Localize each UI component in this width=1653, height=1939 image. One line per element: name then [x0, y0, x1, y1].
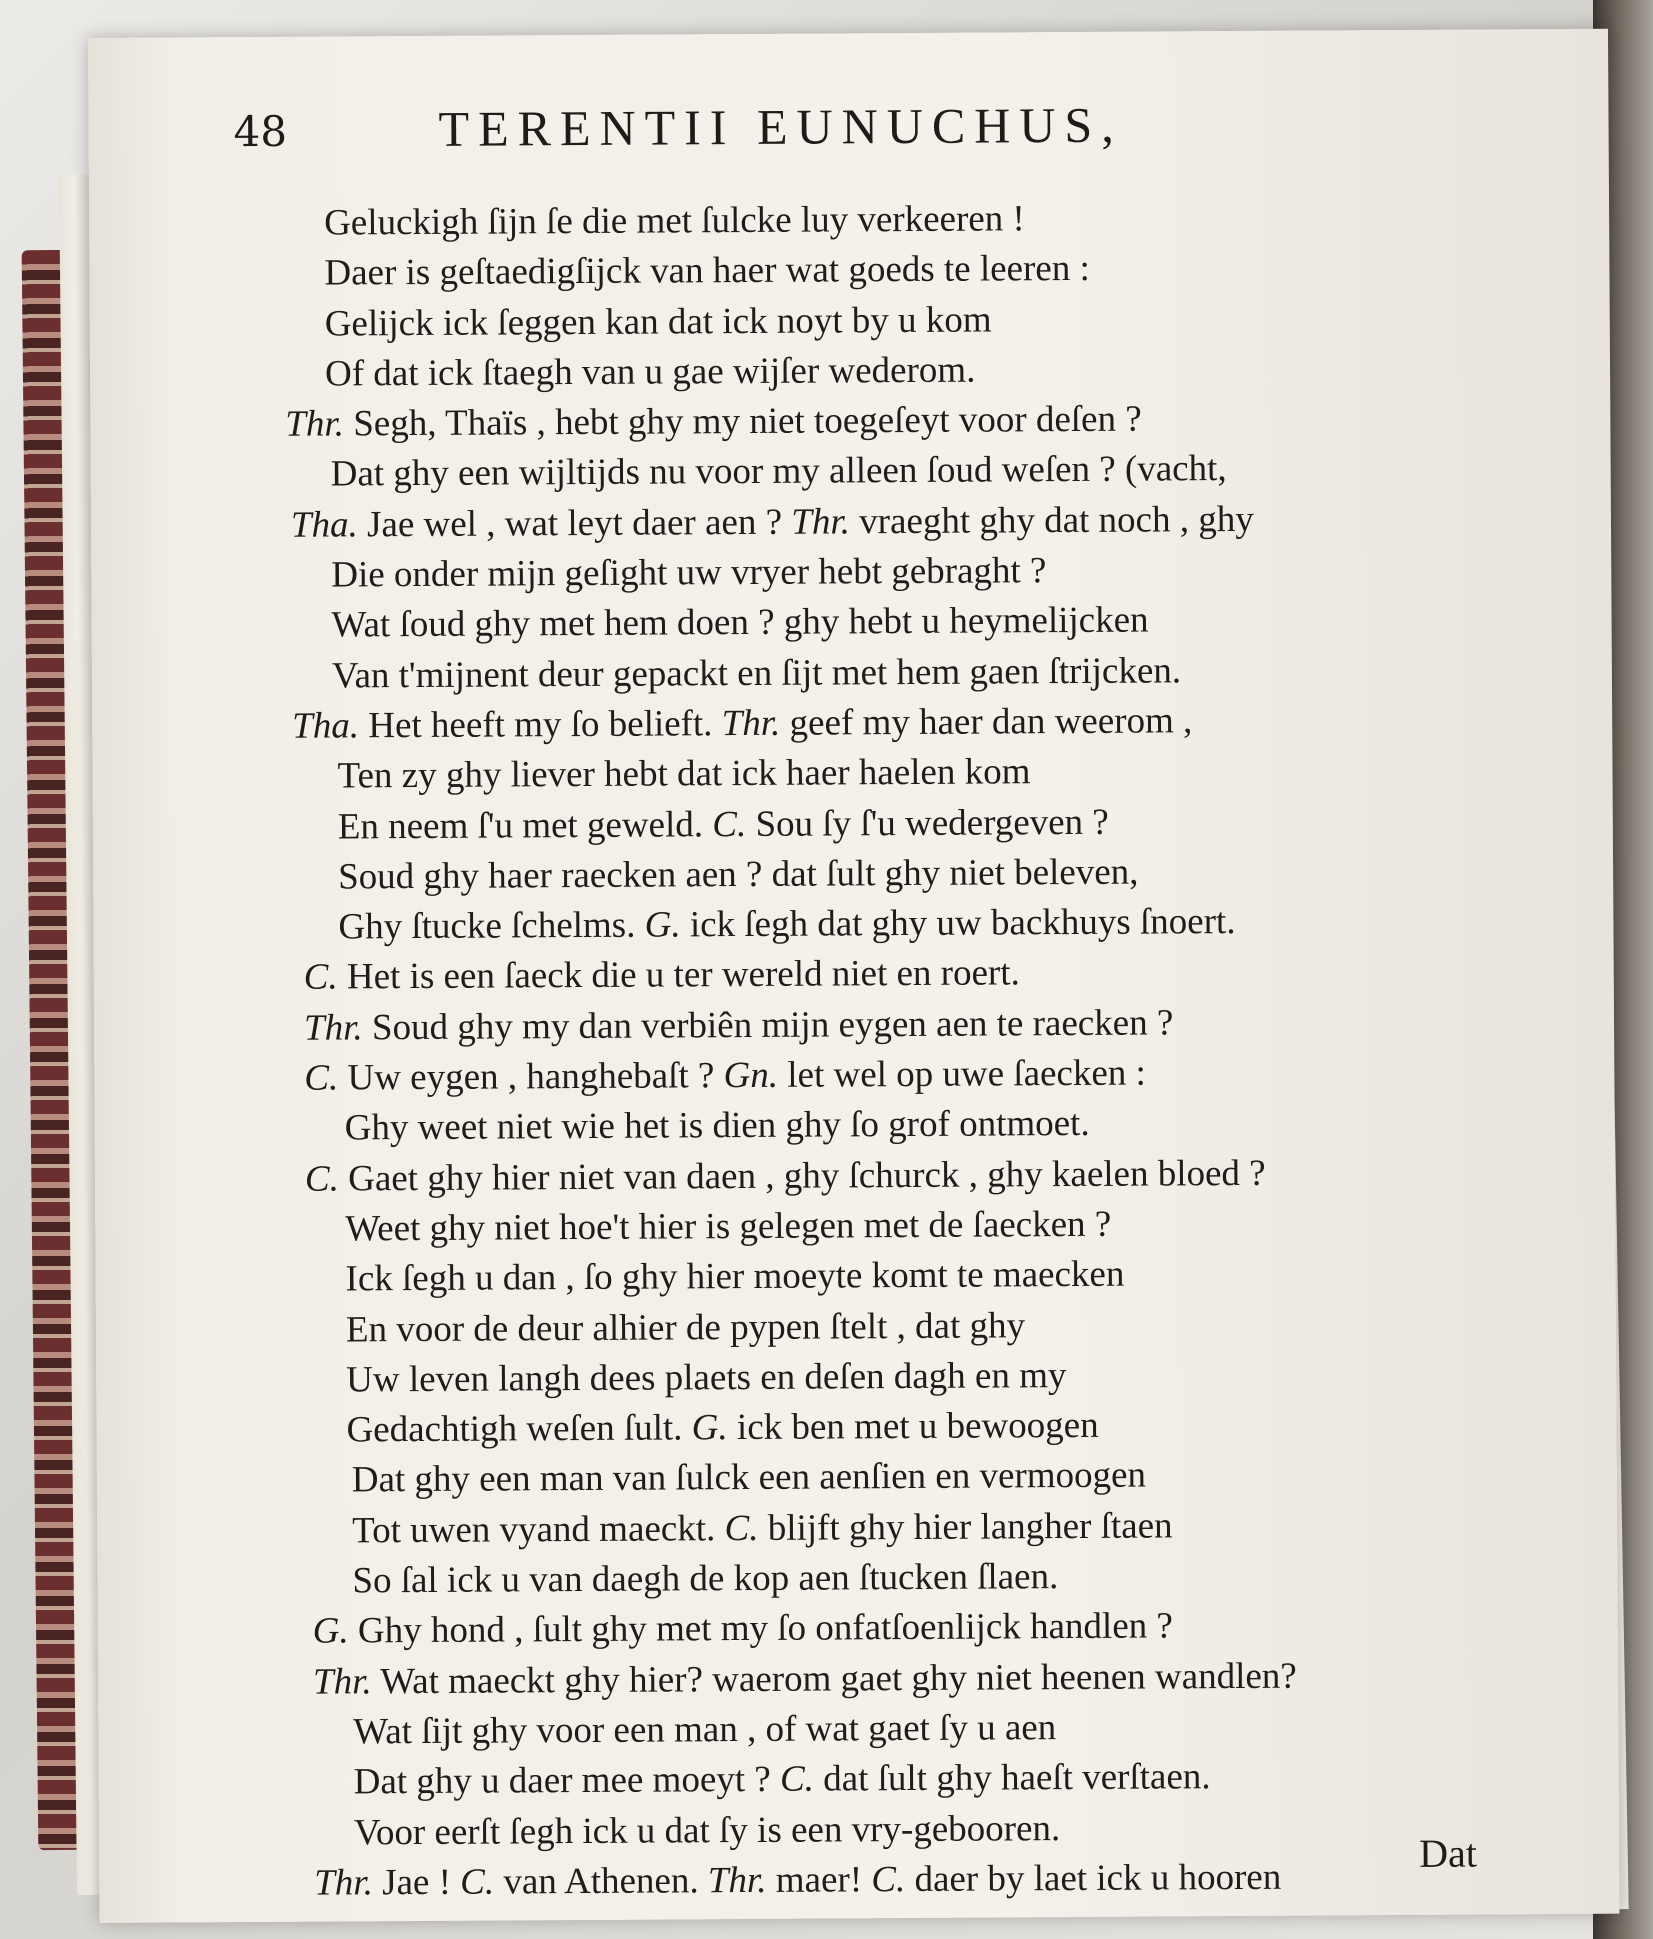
verse-text: Voor eerſt ſegh ick u dat ſy is een vry-gebooren.: [353, 1807, 1061, 1853]
verse-text: Die onder mijn geſight uw vryer hebt gebraght ?: [331, 550, 1047, 596]
verse-text: Soud ghy my dan verbiên mijn eygen aen te raecken ?: [362, 1002, 1174, 1049]
speaker-label: G.: [644, 904, 681, 946]
verse-line: [239, 946, 1539, 1004]
speaker-label: C.: [724, 1507, 759, 1549]
verse-line: [240, 1197, 1540, 1255]
verse-text: let wel op uwe ſaecken :: [777, 1052, 1146, 1096]
verse-text: Uw leven langh dees plaets en deſen dagh en my: [346, 1354, 1067, 1401]
verse-line: [237, 694, 1537, 752]
verse-line: [243, 1700, 1543, 1758]
verse-line: [234, 241, 1534, 299]
speaker-label: Tha.: [292, 705, 360, 747]
speaker-label: Thr.: [303, 1007, 363, 1049]
verse-line: [240, 1147, 1540, 1205]
speaker-label: Thr.: [791, 501, 851, 543]
verse-line: [241, 1398, 1541, 1456]
catchword: Dat: [1418, 1830, 1478, 1876]
verse-line: [240, 1096, 1540, 1154]
verse-text: Sou ſy ſ'u wedergeven ?: [746, 801, 1109, 845]
speaker-label: C.: [779, 1758, 815, 1801]
speaker-label: G.: [312, 1610, 349, 1652]
verse-line: [238, 795, 1538, 853]
verse-text: Ten zy ghy liever hebt dat ick haer haelen kom: [337, 751, 1031, 797]
verse-text: (vacht,: [1115, 448, 1227, 491]
verse-text: Wat ſijt ghy voor een man , of wat gaet ſy u aen: [353, 1707, 1057, 1753]
verse-text: Ghy hond , ſult ghy met my ſo onfatſoenlijck handlen ?: [348, 1605, 1173, 1652]
page-header: [233, 94, 1433, 171]
verse-text: Daer is geſtaedigſijck van haer wat goeds te leeren :: [324, 248, 1090, 294]
verse-text: Soud ghy haer raecken aen ? dat ſult ghy niet beleven,: [338, 851, 1139, 898]
verse-line: [238, 895, 1538, 953]
speaker-label: Thr.: [312, 1660, 372, 1703]
verse-text: Het heeft my ſo belieft.: [358, 703, 722, 747]
verse-line: [235, 392, 1535, 450]
speaker-label: Thr.: [314, 1862, 374, 1904]
verse-text: Wat ſoud ghy met hem doen ? ghy hebt u heymelijcken: [331, 599, 1149, 646]
verse-text: Tot uwen vyand maeckt.: [351, 1507, 725, 1552]
verse-line: [236, 543, 1536, 601]
speaker-label: C.: [712, 803, 747, 845]
verse-line: [242, 1449, 1542, 1507]
running-title: TERENTII EUNUCHUS,: [438, 96, 1123, 157]
verse-text: Ghy ſtucke ſchelms.: [338, 904, 645, 948]
verse-text: Geluckigh ſijn ſe die met ſulcke luy verkeeren !: [324, 198, 1025, 244]
verse-text: maer!: [766, 1859, 872, 1901]
verse-line: [241, 1348, 1541, 1406]
verse-line: [244, 1750, 1544, 1808]
verse-line: [236, 443, 1536, 501]
verse-text: Jae !: [372, 1861, 461, 1904]
verse-text: En neem ſ'u met geweld.: [337, 803, 713, 848]
verse-line: [239, 996, 1539, 1054]
verse-line: [244, 1801, 1544, 1859]
verse-line: [243, 1650, 1543, 1708]
verse-text: blijft ghy hier langher ſtaen: [758, 1505, 1173, 1549]
speaker-label: C.: [460, 1861, 495, 1903]
verse-text: Gedachtigh weſen ſult.: [346, 1407, 692, 1451]
speaker-label: Gn.: [723, 1054, 779, 1097]
verse-text: Dat ghy een man van ſulck een aenſien en vermoogen: [351, 1454, 1147, 1501]
verse-text: ick ſegh dat ghy uw backhuys ſnoert.: [680, 901, 1236, 946]
verse-text: En voor de deur alhier de pypen ſtelt , dat ghy: [345, 1304, 1026, 1350]
verse-line: [242, 1549, 1542, 1607]
verse-line: [243, 1599, 1543, 1657]
verse-text: Gelijck ick ſeggen kan dat ick noyt by u kom: [324, 299, 992, 345]
verse-line: [235, 292, 1535, 350]
verse-line: [237, 744, 1537, 802]
verse-line: [237, 644, 1537, 702]
verse-text: So ſal ick u van daegh de kop aen ſtucken ſlaen.: [352, 1556, 1059, 1602]
verse-text: Het is een ſaeck die u ter wereld niet en roert.: [337, 952, 1020, 998]
page-number: 48: [233, 106, 288, 157]
verse-line: [242, 1499, 1542, 1557]
speaker-label: C.: [871, 1858, 906, 1901]
speaker-label: G.: [691, 1407, 728, 1449]
verse-text: vraeght ghy dat noch , ghy: [849, 498, 1254, 543]
verse-line: [234, 191, 1534, 249]
verse-text: Jae wel , wat leyt daer aen ?: [357, 501, 792, 546]
verse-text: van Athenen.: [494, 1860, 709, 1903]
verse-text: Ghy weet niet wie het is dien ghy ſo grof ontmoet.: [344, 1103, 1090, 1149]
verse-text-block: [234, 191, 1544, 1909]
verse-text: dat ſult ghy haeſt verſtaen.: [813, 1756, 1211, 1800]
verse-text: Ick ſegh u dan , ſo ghy hier moeyte komt te maecken: [345, 1253, 1125, 1300]
verse-text: Uw eygen , hanghebaſt ?: [338, 1055, 724, 1099]
verse-text: daer by laet ick u hooren: [905, 1856, 1282, 1900]
speaker-label: Thr.: [721, 702, 781, 745]
verse-line: [236, 594, 1536, 652]
verse-text: Dat ghy een wijltijds nu voor my alleen ſoud weſen ?: [330, 449, 1116, 496]
verse-line: [244, 1851, 1544, 1909]
book-page: [88, 29, 1619, 1923]
verse-line: [239, 1046, 1539, 1104]
verse-text: Wat maeckt ghy hier? waerom gaet ghy niet heenen wandlen?: [371, 1655, 1297, 1702]
speaker-label: Thr.: [707, 1859, 767, 1902]
speaker-label: Tha.: [290, 504, 358, 546]
speaker-label: C.: [303, 956, 338, 999]
verse-line: [241, 1298, 1541, 1356]
verse-line: [240, 1247, 1540, 1305]
verse-text: ick ben met u bewoogen: [727, 1404, 1099, 1449]
verse-line: [238, 845, 1538, 903]
speaker-label: C.: [304, 1057, 339, 1099]
verse-text: Gaet ghy hier niet van daen , ghy ſchurck , ghy kaelen bloed ?: [338, 1152, 1266, 1200]
verse-text: Van t'mijnent deur gepackt en ſijt met hem gaen ſtrijcken.: [331, 650, 1182, 697]
verse-text: geef my haer dan weerom ,: [780, 700, 1193, 744]
verse-text: Segh, Thaïs , hebt ghy my niet toegeſeyt voor deſen ?: [343, 398, 1142, 445]
verse-line: [235, 342, 1535, 400]
verse-text: Dat ghy u daer mee moeyt ?: [353, 1759, 781, 1803]
speaker-label: C.: [304, 1158, 340, 1200]
verse-text: Of dat ick ſtaegh van u gae wijſer wederom.: [324, 349, 976, 395]
speaker-label: Thr.: [285, 403, 345, 445]
verse-line: [236, 493, 1536, 551]
verse-text: Weet ghy niet hoe't hier is gelegen met de ſaecken ?: [345, 1203, 1112, 1250]
